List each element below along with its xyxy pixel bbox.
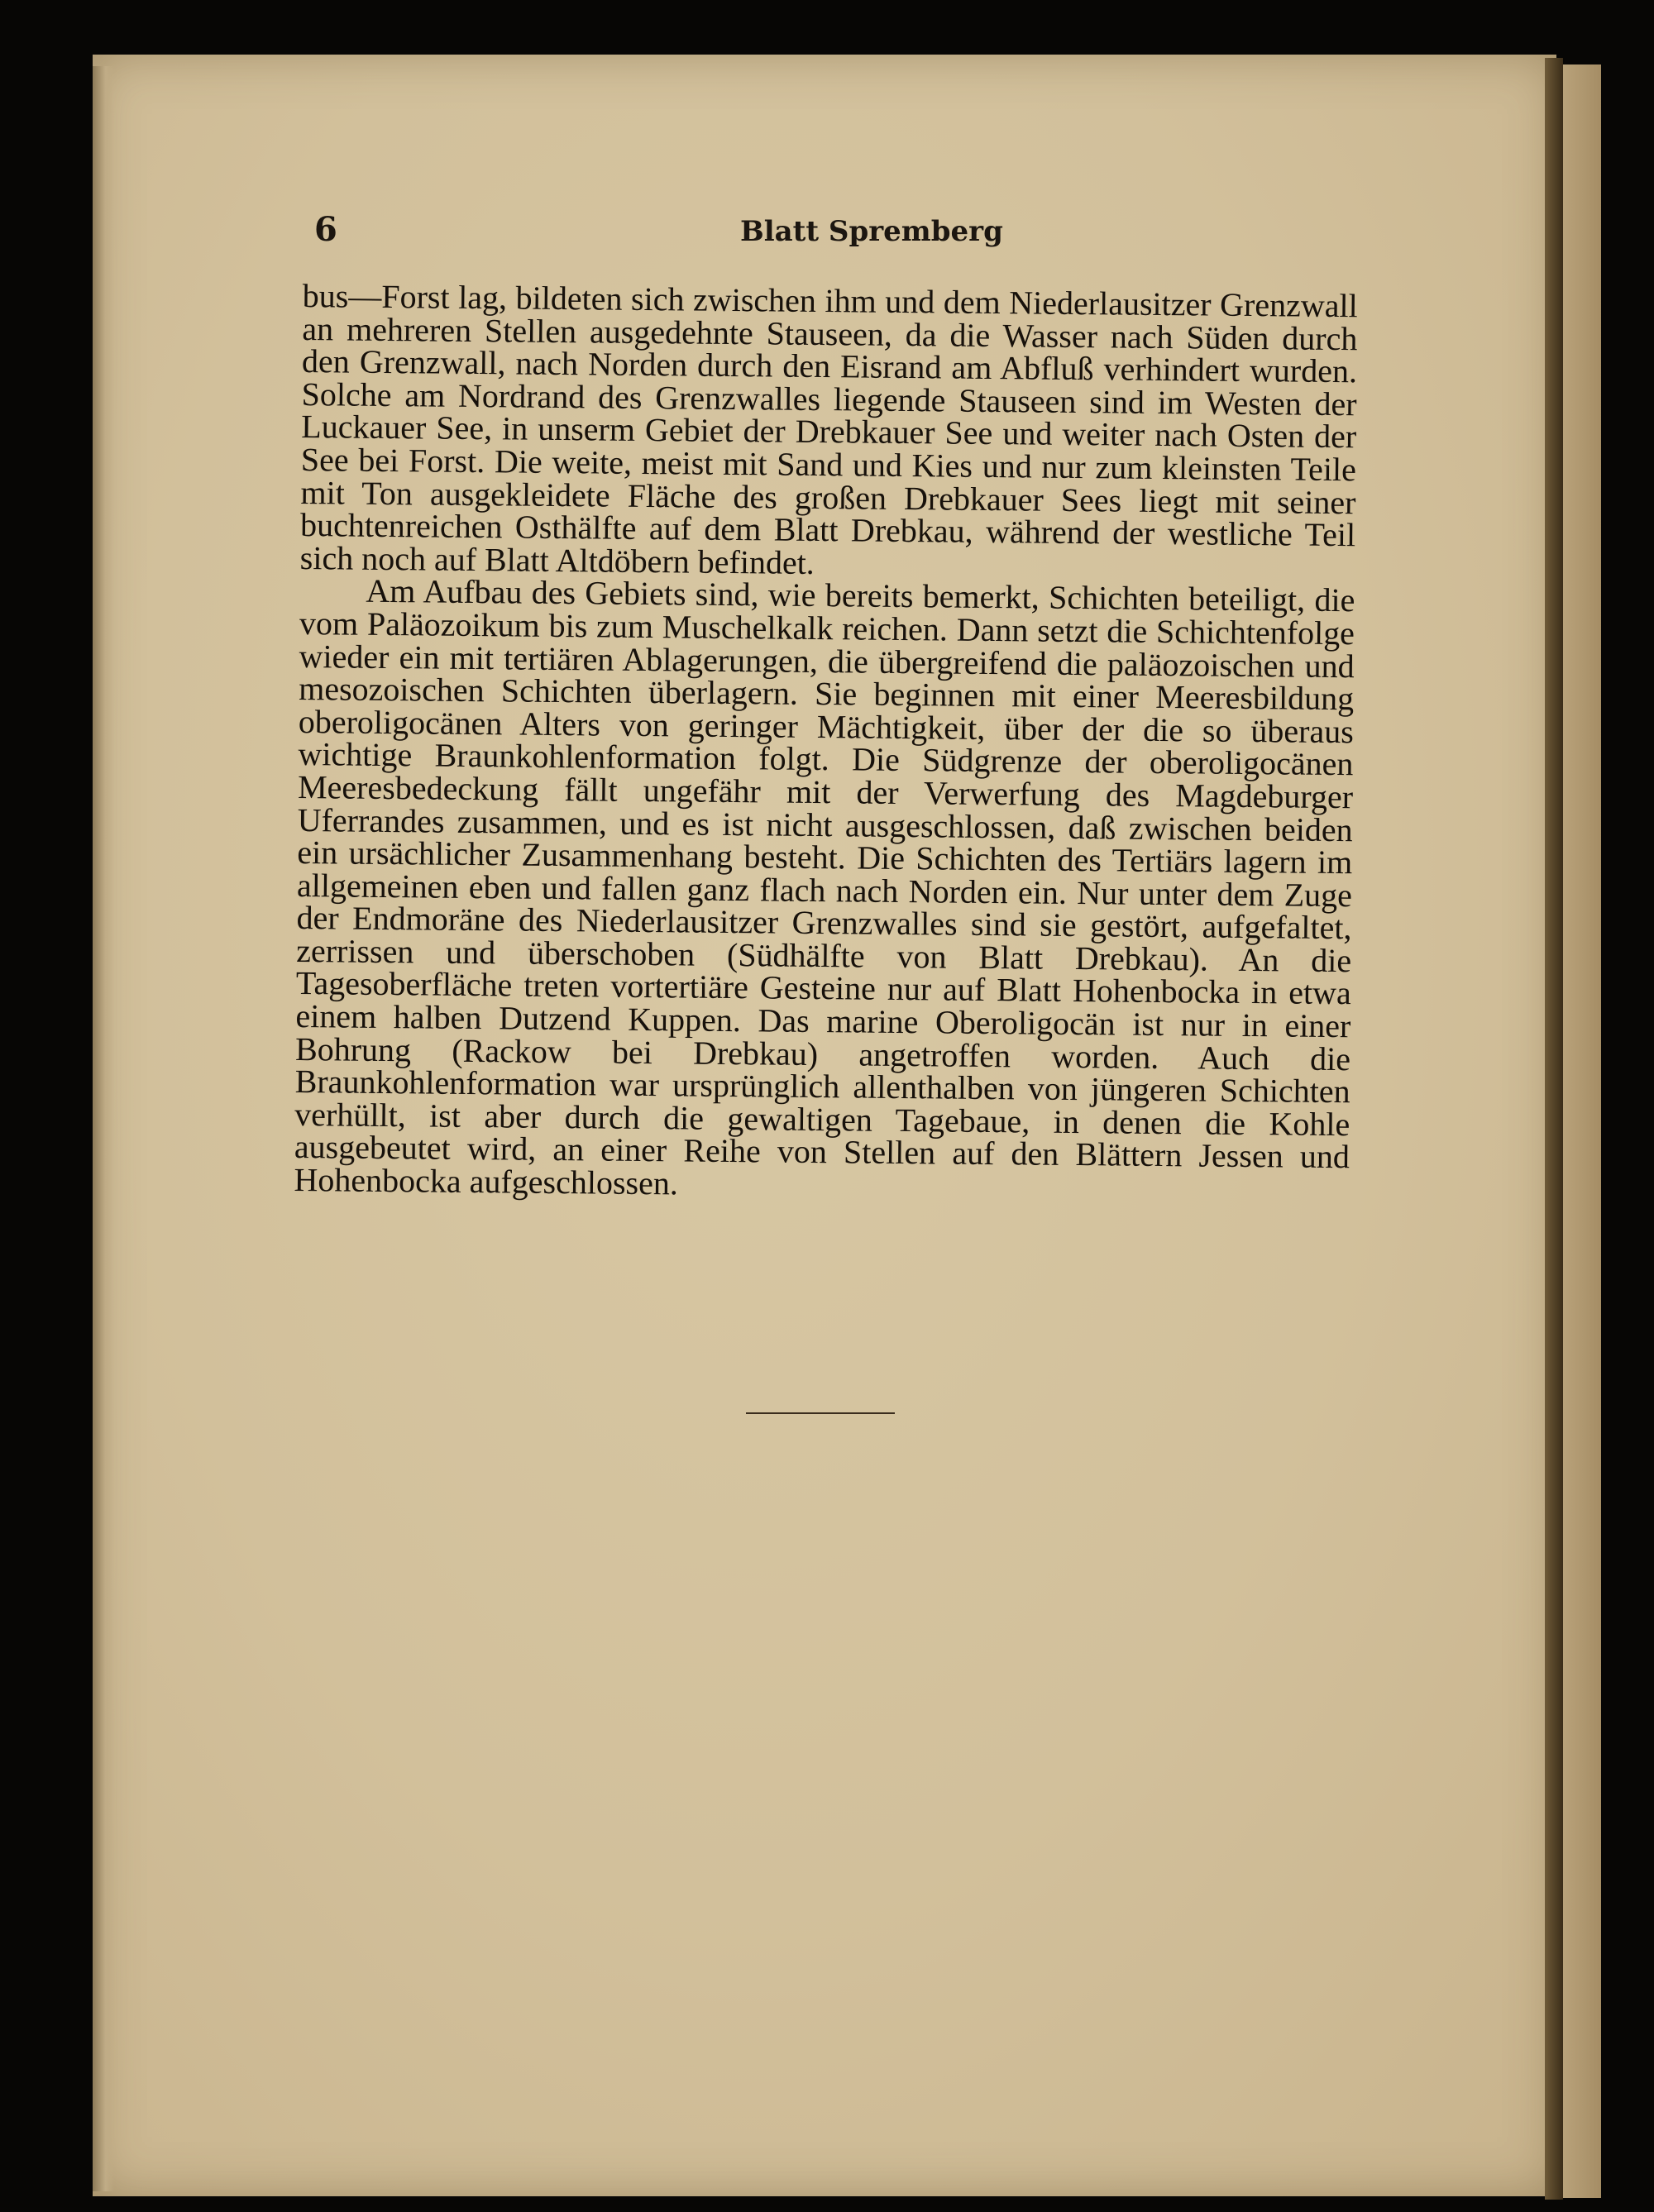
page-number: 6 bbox=[314, 210, 337, 249]
page-edge-left bbox=[93, 66, 114, 2191]
adjacent-page-edge bbox=[1563, 64, 1601, 2198]
binding-gutter bbox=[1545, 58, 1563, 2200]
body-text bbox=[294, 279, 1358, 1206]
paragraph-1: bus—Forst lag, bildeten sich zwischen ihm und dem Niederlausitzer Grenzwall an mehreren Stellen ausgedehnte Stauseen, da die Wasser nach Süden durch den Grenzwall, nach Norden durch den Eisrand am Abfluß verhindert wurden. Solche am Nordrand des Grenzwalles liegende Stauseen sind im Westen der Luckauer See, in unserm Gebiet der Drebkauer See und weiter nach Osten der See bei Forst. Die weite, meist mit Sand und Kies und nur zum kleinsten Teile mit Ton ausgekleidete Fläche des großen Drebkauer Sees liegt mit seiner buchtenreichen Osthälfte auf dem Blatt Drebkau, während der westliche Teil sich noch auf Blatt Altdöbern befindet. bbox=[299, 277, 1358, 581]
page-header bbox=[314, 210, 1356, 256]
paragraph-2: Am Aufbau des Gebiets sind, wie bereits bemerkt, Schichten beteiligt, die vom Paläozoikum bis zum Muschelkalk reichen. Dann setzt die Schichtenfolge wieder ein mit tertiären Ablagerungen, die übergreifend die paläozoischen und mesozoischen Schichten überlagern. Sie beginnen mit einer Meeresbildung oberoligocänen Alters von geringer Mächtigkeit, über der die so überaus wichtige Braunkohlenformation folgt. Die Südgrenze der oberoligocänen Meeresbedeckung fällt ungefähr mit der Verwerfung des Magdeburger Uferrandes zusammen, und es ist nicht ausgeschlossen, daß zwischen beiden ein ursächlicher Zusammenhang besteht. Die Schichten des Tertiärs lagern im allgemeinen eben und fallen ganz flach nach Norden ein. Nur unter dem Zuge der Endmoräne des Niederlausitzer Grenzwalles sind sie gestört, aufgefaltet, zerrissen und überschoben (Südhälfte von Blatt Drebkau). An die Tagesoberfläche treten vortertiäre Gesteine nur auf Blatt Hohenbocka in etwa einem halben Dutzend Kuppen. Das marine Oberoligocän ist nur in einer Bohrung (Rackow bei Drebkau) angetroffen worden. Auch die Braunkohlenformation war ursprünglich allenthalben von jüngeren Schichten verhüllt, ist aber durch die gewaltigen Tagebaue, in denen die Kohle ausgebeutet wird, an einer Reihe von Stellen auf den Blättern Jessen und Hohenbocka aufgeschlossen. bbox=[294, 572, 1355, 1202]
section-end-rule bbox=[746, 1412, 895, 1414]
running-title: Blatt Spremberg bbox=[740, 215, 1003, 248]
